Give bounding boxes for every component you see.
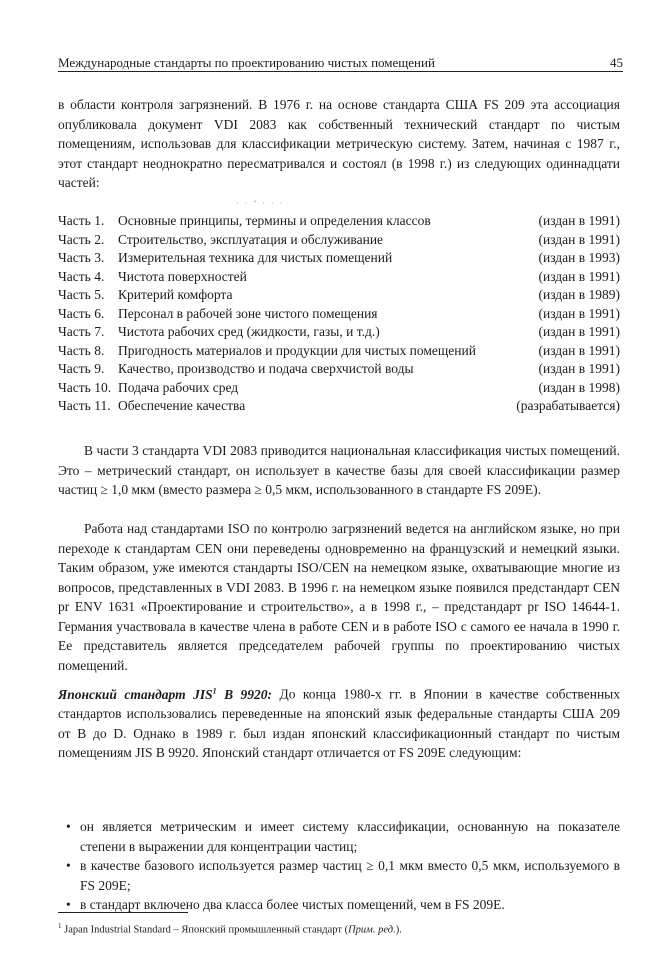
list-item-text: он является метрическим и имеет систему классификации, основанную на показателе степени в выражении для концентрации частиц; bbox=[80, 819, 620, 854]
part-title: Подача рабочих сред bbox=[118, 379, 239, 395]
part-row bbox=[58, 231, 620, 250]
part-num: Часть 1. bbox=[58, 213, 105, 228]
japan-body: До конца 1980-х гг. в Японии в качестве собственных стандартов использовались переведенные на японский язык федеральные стандарты США 209 от B до D. Однако в 1989 г. был издан японский классификационный стандарт по чистым помещениям JIS B 9920. Японский стандарт отличается от FS 209E следующим: bbox=[58, 686, 620, 760]
part-title: Персонал в рабочей зоне чистого помещения bbox=[118, 305, 378, 321]
part-title: Измерительная техника для чистых помещений bbox=[118, 250, 393, 265]
part-title: Критерий комфорта bbox=[118, 287, 233, 302]
part-num: Часть 11. bbox=[58, 398, 111, 413]
footnote bbox=[58, 919, 620, 938]
part-num: Часть 3. bbox=[58, 250, 105, 265]
part-status: (издан в 1989) bbox=[538, 287, 620, 302]
bullet-icon: • bbox=[66, 897, 71, 912]
part-num: Часть 4. bbox=[58, 268, 105, 284]
part-status: (издан в 1993) bbox=[538, 250, 620, 265]
part-title: Основные принципы, термины и определения классов bbox=[118, 213, 431, 228]
japan-heading-text: Японский стандарт JIS bbox=[58, 686, 213, 702]
part-status: (издан в 1991) bbox=[538, 324, 620, 339]
part-status: (издан в 1991) bbox=[538, 268, 620, 284]
footnote-italic: Прим. ред. bbox=[348, 924, 396, 936]
part-num: Часть 2. bbox=[58, 231, 105, 247]
list-item-text: в качестве базового используется размер частиц ≥ 0,1 мкм вместо 0,5 мкм, используемого в FS 209E; bbox=[80, 858, 620, 893]
japan-heading bbox=[58, 687, 272, 702]
part-status: (разрабатывается) bbox=[516, 398, 620, 413]
part-row bbox=[58, 342, 620, 361]
list-item-text: в стандарт включено два класса более чистых помещений, чем в FS 209E. bbox=[80, 897, 505, 912]
japan-paragraph bbox=[58, 681, 620, 763]
footnote-rule bbox=[58, 912, 188, 913]
japan-heading-code: B 9920: bbox=[216, 686, 273, 702]
part-row bbox=[58, 397, 620, 416]
part-status: (издан в 1991) bbox=[538, 361, 620, 376]
part-title: Чистота рабочих сред (жидкости, газы, и т.д.) bbox=[118, 324, 380, 339]
parts-list bbox=[58, 212, 620, 416]
part-title: Чистота поверхностей bbox=[118, 268, 247, 284]
part-row bbox=[58, 323, 620, 342]
part-row bbox=[58, 305, 620, 324]
page-number: 45 bbox=[610, 55, 623, 70]
part-title: Строительство, эксплуатация и обслуживание bbox=[118, 231, 384, 247]
list-item bbox=[58, 856, 620, 895]
footnote-marker-ref: 1 bbox=[212, 686, 217, 695]
part-title: Обеспечение качества bbox=[118, 398, 246, 413]
part-status: (издан в 1991) bbox=[538, 342, 620, 358]
intro-paragraph: в области контроля загрязнений. В 1976 г. на основе стандарта США FS 209 эта ассоциация опубликовала документ VDI 2083 как собственный технический стандарт по чистым помещениям, использовав для классификации метрическую систему. Затем, начиная с 1987 г., этот стандарт неоднократно пересматривался и состоял (в 1998 г.) из следующих одиннадцати частей: bbox=[58, 97, 620, 190]
footnote-text: Japan Industrial Standard – Японский промышленный стандарт ( bbox=[61, 924, 349, 936]
footnote-end: ). bbox=[395, 924, 402, 936]
part-row bbox=[58, 212, 620, 231]
scan-artifact: · · ʺ · · · bbox=[236, 199, 285, 208]
part-row bbox=[58, 249, 620, 268]
part-num: Часть 7. bbox=[58, 324, 105, 339]
vdi-paragraph: В части 3 стандарта VDI 2083 приводится национальная классификация чистых помещений. Это – метрический стандарт, он использует в качестве базы для своей классификации размер частиц ≥ 1,0 мкм (вместо размера ≥ 0,5 мкм, использованного в стандарте FS 209E). bbox=[58, 443, 620, 497]
part-num: Часть 10. bbox=[58, 379, 112, 395]
part-num: Часть 8. bbox=[58, 342, 105, 358]
part-num: Часть 5. bbox=[58, 287, 105, 302]
part-row bbox=[58, 268, 620, 287]
part-status: (издан в 1991) bbox=[538, 213, 620, 228]
difference-list bbox=[58, 817, 620, 915]
running-header-title: Международные стандарты по проектированию чистых помещений bbox=[58, 55, 435, 70]
part-num: Часть 6. bbox=[58, 305, 105, 321]
footnote-marker: 1 bbox=[58, 922, 62, 930]
list-item bbox=[58, 817, 620, 856]
header-rule bbox=[58, 71, 623, 72]
part-row bbox=[58, 360, 620, 379]
part-status: (издан в 1998) bbox=[538, 379, 620, 395]
bullet-icon: • bbox=[66, 858, 71, 873]
part-title: Качество, производство и подача сверхчистой воды bbox=[118, 361, 414, 376]
part-title: Пригодность материалов и продукции для чистых помещений bbox=[118, 342, 476, 358]
part-status: (издан в 1991) bbox=[538, 305, 620, 321]
part-row bbox=[58, 286, 620, 305]
part-status: (издан в 1991) bbox=[538, 231, 620, 247]
iso-paragraph: Работа над стандартами ISO по контролю загрязнений ведется на английском языке, но при переходе к стандартам CEN они переведены одновременно на французский и немецкий языки. Таким образом, уже имеются стандарты ISO/CEN на немецком языке, охватывающие многие из вопросов, представленных в VDI 2083. В 1996 г. на немецком языке появился предстандарт CEN pr ENV 1631 «Проектирование и строительство», а в 1998 г., – предстандарт pr ISO 14644-1. Германия участвовала в качестве члена в работе CEN и в работе ISO с самого ее начала в 1990 г. Ее представитель является председателем рабочей группы по проектированию чистых помещений. bbox=[58, 521, 620, 673]
part-num: Часть 9. bbox=[58, 361, 105, 376]
part-row bbox=[58, 379, 620, 398]
bullet-icon: • bbox=[66, 819, 71, 834]
